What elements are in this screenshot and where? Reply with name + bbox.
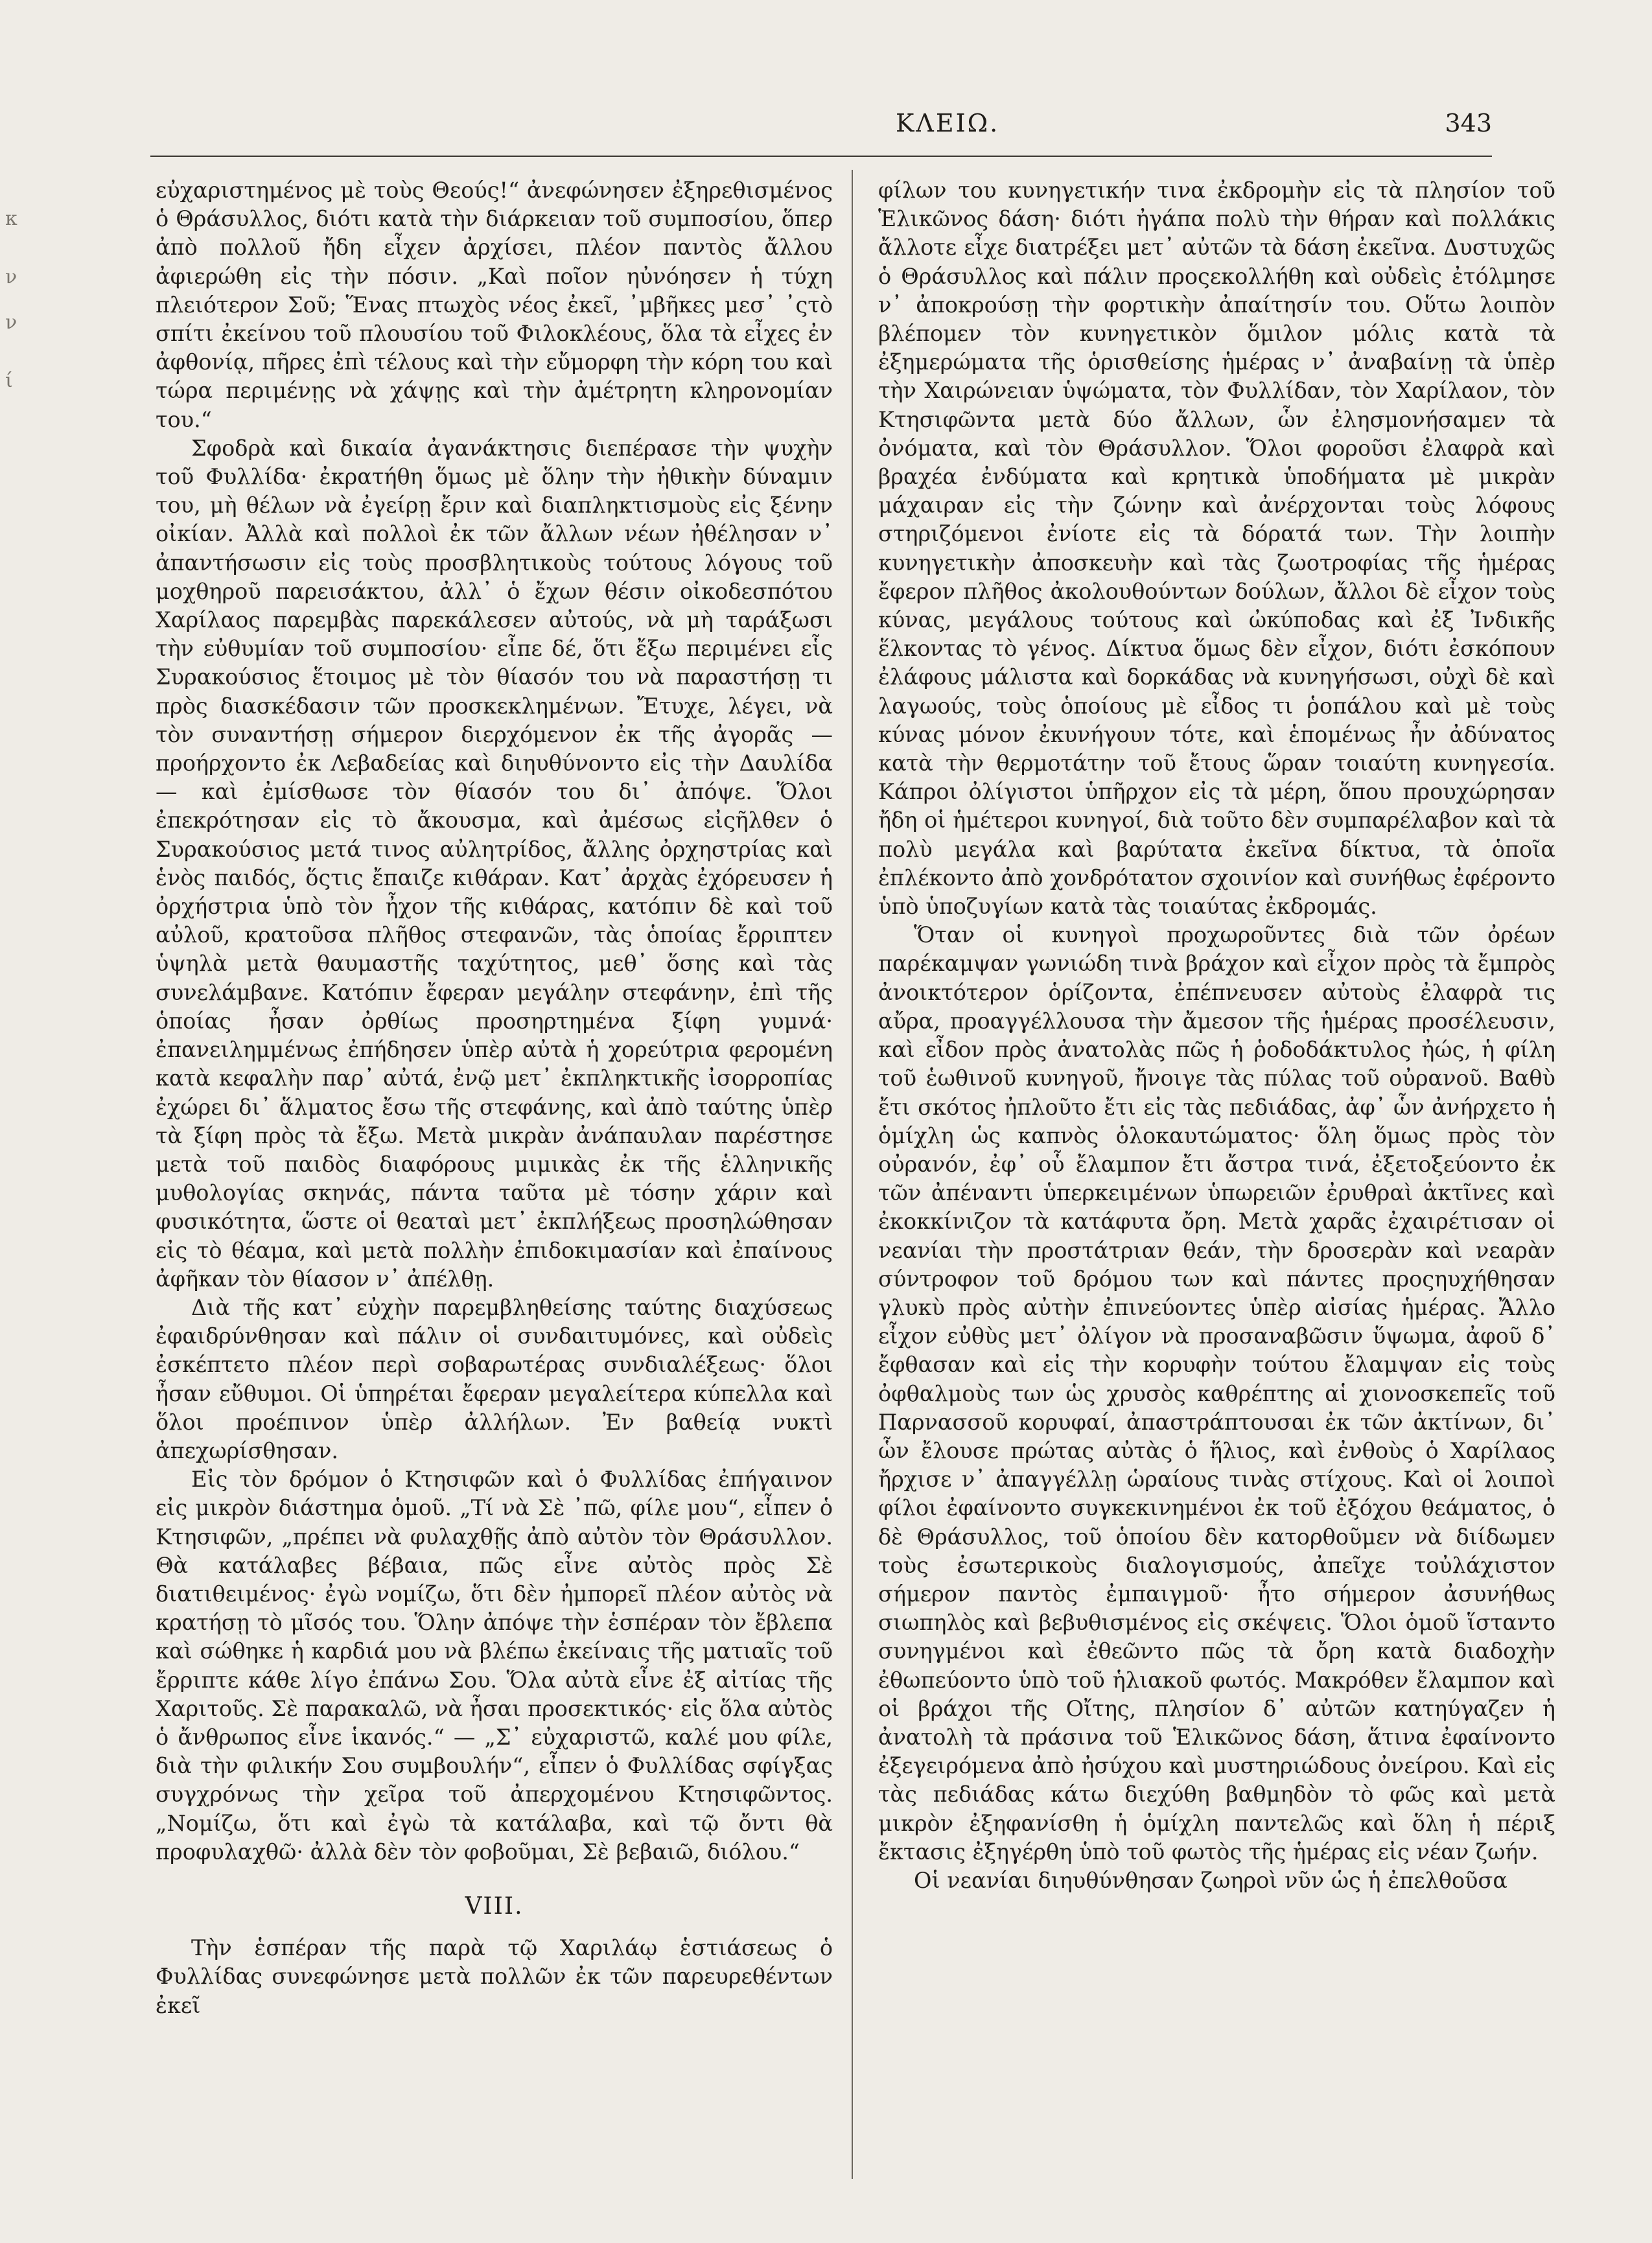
section-heading: VIII. — [465, 1892, 524, 1920]
right-column — [878, 176, 1555, 1895]
gutter-mark: ί — [5, 369, 13, 392]
paragraph: εὐχαριστημένος μὲ τοὺς Θεούς!“ ἀνεφώνησεν ἐξηρεθισμένος ὁ Θράσυλλος, διότι κατὰ τὴν διάρκειαν τοῦ συμποσίου, ὅπερ ἀπὸ πολλοῦ ἤδη εἶχεν ἀρχίσει, πλέον παντὸς ἄλλου ἀφιερώθη εἰς τὴν πόσιν. „Καὶ ποῖον ηὐνόησεν ἡ τύχη πλειότερον Σοῦ; Ἕνας πτωχὸς νέος ἐκεῖ, ᾽μβῆκες μεσ᾽ ᾽ςτὸ σπίτι ἐκείνου τοῦ πλουσίου τοῦ Φιλοκλέους, ὅλα τὰ εἶχες ἐν ἀφθονίᾳ, πῆρες ἐπὶ τέλους καὶ τὴν εὔμορφη τὴν κόρη του καὶ τώρα περιμένῃς νὰ χάψῃς καὶ τὴν ἀμέτρητη κληρονομίαν του.“ — [156, 178, 833, 432]
gutter-mark: κ — [5, 207, 17, 230]
journal-title: ΚΛΕΙΩ. — [896, 109, 1000, 137]
gutter-mark: ν — [5, 266, 17, 288]
paragraph: Σφοδρὰ καὶ δικαία ἀγανάκτησις διεπέρασε τὴν ψυχὴν τοῦ Φυλλίδα· ἐκρατήθη ὅμως μὲ ὅλην τὴν ἠθικὴν δύναμιν του, μὴ θέλων νὰ ἐγείρῃ ἔριν καὶ διαπληκτισμοὺς εἰς ξένην οἰκίαν. Ἀλλὰ καὶ πολλοὶ ἐκ τῶν ἄλλων νέων ἠθέλησαν ν᾽ ἀπαντήσωσιν εἰς τοὺς προσβλητικοὺς τούτους λόγους τοῦ μοχθηροῦ παρεισάκτου, ἀλλ᾽ ὁ ἔχων θέσιν οἰκοδεσπότου Χαρίλαος παρεμβὰς παρεκάλεσεν αὐτούς, νὰ μὴ ταράξωσι τὴν εὐθυμίαν τοῦ συμποσίου· εἶπε δέ, ὅτι ἔξω περιμένει εἷς Συρακούσιος ἕτοιμος μὲ τὸν θίασόν του νὰ παραστήσῃ τι πρὸς διασκέδασιν τῶν προσκεκλημένων. Ἔτυχε, λέγει, νὰ τὸν συναντήσῃ σήμερον διερχόμενον ἐκ τῆς ἀγορᾶς — προήρχοντο ἐκ Λεβαδείας καὶ διηυθύνοντο εἰς τὴν Δαυλίδα — καὶ ἐμίσθωσε τὸν θίασόν του δι᾽ ἀπόψε. Ὅλοι ἐπεκρότησαν εἰς τὸ ἄκουσμα, καὶ ἀμέσως εἰςῆλθεν ὁ Συρακούσιος μετά τινος αὐλητρίδος, ἄλλης ὀρχηστρίας καὶ ἑνὸς παιδός, ὅςτις ἔπαιζε κιθάραν. Κατ᾽ ἀρχὰς ἐχόρευσεν ἡ ὀρχήστρια ὑπὸ τὸν ἦχον τῆς κιθάρας, κατόπιν δὲ καὶ τοῦ αὐλοῦ, κρατοῦσα πλῆθος στεφανῶν, τὰς ὁποίας ἔρριπτεν ὑψηλὰ μετὰ θαυμαστῆς ταχύτητος, μεθ᾽ ὅσης καὶ τὰς συνελάμβανε. Κατόπιν ἔφεραν μεγάλην στεφάνην, ἐπὶ τῆς ὁποίας ἦσαν ὀρθίως προσηρτημένα ξίφη γυμνά· ἐπανειλημμένως ἐπήδησεν ὑπὲρ αὐτὰ ἡ χορεύτρια φερομένη κατὰ κεφαλὴν παρ᾽ αὐτά, ἐνῷ μετ᾽ ἐκπληκτικῆς ἰσορροπίας ἐχώρει δι᾽ ἅλματος ἔσω τῆς στεφάνης, καὶ ἀπὸ ταύτης ὑπὲρ τὰ ξίφη πρὸς τὰ ἔξω. Μετὰ μικρὰν ἀνάπαυλαν παρέστησε μετὰ τοῦ παιδὸς διαφόρους μιμικὰς ἐκ τῆς ἑλληνικῆς μυθολογίας σκηνάς, πάντα ταῦτα μὲ τόσην χάριν καὶ φυσικότητα, ὥστε οἱ θεαταὶ μετ᾽ ἐκπλήξεως προσηλώθησαν εἰς τὸ θέαμα, καὶ μετὰ πολλὴν ἐπιδοκιμασίαν καὶ ἐπαίνους ἀφῆκαν τὸν θίασον ν᾽ ἀπέλθῃ. — [156, 435, 833, 1292]
paragraph: Ὅταν οἱ κυνηγοὶ προχωροῦντες διὰ τῶν ὀρέων παρέκαμψαν γωνιώδη τινὰ βράχον καὶ εἶχον πρὸς τὰ ἔμπρὸς ἀνοικτότερον ὁρίζοντα, ἐπέπνευσεν αὐτοὺς ἐλαφρὰ τις αὔρα, προαγγέλλουσα τὴν ἄμεσον τῆς ἡμέρας προσέλευσιν, καὶ εἶδον πρὸς ἀνατολὰς πῶς ἡ ῥοδοδάκτυλος ἠώς, ἡ φίλη τοῦ ἑωθινοῦ κυνηγοῦ, ἤνοιγε τὰς πύλας τοῦ οὐρανοῦ. Βαθὺ ἔτι σκότος ἠπλοῦτο ἔτι εἰς τὰς πεδιάδας, ἀφ᾽ ὧν ἀνήρχετο ἡ ὁμίχλη ὡς καπνὸς ὁλοκαυτώματος· ὅλη ὅμως πρὸς τὸν οὐρανόν, ἐφ᾽ οὗ ἔλαμπον ἔτι ἄστρα τινά, ἐξετοξεύοντο ἐκ τῶν ἀπέναντι ὑπερκειμένων ὑπωρειῶν ἐρυθραὶ ἀκτῖνες καὶ ἐκοκκίνιζον τὰ κατάφυτα ὄρη. Μετὰ χαρᾶς ἐχαιρέτισαν οἱ νεανίαι τὴν προστάτριαν θεάν, τὴν δροσερὰν καὶ νεαρὰν σύντροφον τοῦ δρόμου των καὶ πάντες προςηυχήθησαν γλυκὺ πρὸς αὐτὴν ἐπινεύοντες ὑπὲρ αἰσίας ἡμέρας. Ἄλλο εἶχον εὐθὺς μετ᾽ ὀλίγον νὰ προσαναβῶσιν ὕψωμα, ἀφοῦ δ᾽ ἔφθασαν καὶ εἰς τὴν κορυφὴν τούτου ἔλαμψαν εἰς τοὺς ὀφθαλμοὺς των ὡς χρυσὸς καθρέπτης αἱ χιονοσκεπεῖς τοῦ Παρνασσοῦ κορυφαί, ἀπαστράπτουσαι ἐκ τῶν ἀκτίνων, δι᾽ ὧν ἔλουσε πρώτας αὐτὰς ὁ ἥλιος, καὶ ἐνθοὺς ὁ Χαρίλαος ἤρχισε ν᾽ ἀπαγγέλλῃ ὡραίους τινὰς στίχους. Καὶ οἱ λοιποὶ φίλοι ἐφαίνοντο συγκεκινημένοι ἐκ τοῦ ἐξόχου θεάματος, ὁ δὲ Θράσυλλος, τοῦ ὁποίου δὲν κατορθοῦμεν νὰ διίδωμεν τοὺς ἐσωτερικοὺς διαλογισμούς, ἀπεῖχε τοὐλάχιστον σήμερον παντὸς ἐμπαιγμοῦ· ἦτο σήμερον ἀσυνήθως σιωπηλὸς καὶ βεβυθισμένος εἰς σκέψεις. Ὅλοι ὁμοῦ ἵσταντο συνηγμένοι καὶ ἐθεῶντο πῶς τὰ ὄρη κατὰ διαδοχὴν ἐθωπεύοντο ὑπὸ τοῦ ἡλιακοῦ φωτός. Μακρόθεν ἔλαμπον καὶ οἱ βράχοι τῆς Οἴτης, πλησίον δ᾽ αὐτῶν κατηύγαζεν ἡ ἀνατολὴ τὰ πράσινα τοῦ Ἑλικῶνος δάση, ἅτινα ἐφαίνοντο ἐξεγειρόμενα ἀπὸ ἠσύχου καὶ μυστηριώδους ὀνείρου. Καὶ εἰς τὰς πεδιάδας κάτω διεχύθη βαθμηδὸν τὸ φῶς καὶ μετὰ μικρὸν ἐξηφανίσθη ἡ ὁμίχλη παντελῶς καὶ ὅλη ἡ πέριξ ἔκτασις ἐξηγέρθη ὑπὸ τοῦ φωτὸς τῆς ἡμέρας εἰς νέαν ζωήν. — [878, 922, 1555, 1865]
paragraph: Οἱ νεανίαι διηυθύνθησαν ζωηροὶ νῦν ὡς ἡ ἐπελθοῦσα — [914, 1867, 1508, 1893]
running-head — [150, 109, 1492, 148]
left-column — [156, 176, 833, 2020]
header-rule — [150, 156, 1492, 157]
paragraph: Διὰ τῆς κατ᾽ εὐχὴν παρεμβληθείσης ταύτης διαχύσεως ἐφαιδρύνθησαν καὶ πάλιν οἱ συνδαιτυμόνες, καὶ οὐδεὶς ἐσκέπτετο πλέον περὶ σοβαρωτέρας συνδιαλέξεως· ὅλοι ἦσαν εὔθυμοι. Οἱ ὑπηρέται ἔφεραν μεγαλείτερα κύπελλα καὶ ὅλοι προέπινον ὑπὲρ ἀλλήλων. Ἐν βαθείᾳ νυκτὶ ἀπεχωρίσθησαν. — [156, 1294, 833, 1463]
column-divider — [852, 170, 853, 2179]
page-number: 343 — [1445, 109, 1492, 137]
paragraph: Τὴν ἑσπέραν τῆς παρὰ τῷ Χαριλάῳ ἑστιάσεως ὁ Φυλλίδας συνεφώνησε μετὰ πολλῶν ἐκ τῶν παρευρεθέντων ἐκεῖ — [156, 1935, 833, 2018]
gutter-mark: ν — [5, 311, 17, 334]
paragraph: Εἰς τὸν δρόμον ὁ Κτησιφῶν καὶ ὁ Φυλλίδας ἐπήγαινον εἰς μικρὸν διάστημα ὁμοῦ. „Τί νὰ Σὲ ᾽πῶ, φίλε μου“, εἶπεν ὁ Κτησιφῶν, „πρέπει νὰ φυλαχθῇς ἀπὸ αὐτὸν τὸν Θράσυλλον. Θὰ κατάλαβες βέβαια, πῶς εἶνε αὐτὸς πρὸς Σὲ διατιθειμένος· ἐγὼ νομίζω, ὅτι δὲν ἠμπορεῖ πλέον αὐτὸς νὰ κρατήσῃ τὸ μῖσός του. Ὅλην ἀπόψε τὴν ἑσπέραν τὸν ἔβλεπα καὶ σώθηκε ἡ καρδιά μου νὰ βλέπω ἐκείναις τῆς ματιαῖς τοῦ ἔρριπτε κάθε λίγο ἐπάνω Σου. Ὅλα αὐτὰ εἶνε ἐξ αἰτίας τῆς Χαριτοῦς. Σὲ παρακαλῶ, νὰ ἦσαι προσεκτικός· εἰς ὅλα αὐτὸς ὁ ἄνθρωπος εἶνε ἱκανός.“ — „Σ᾽ εὐχαριστῶ, καλέ μου φίλε, διὰ τὴν φιλικήν Σου συμβουλήν“, εἶπεν ὁ Φυλλίδας σφίγξας συγχρόνως τὴν χεῖρα τοῦ ἀπερχομένου Κτησιφῶντος. „Νομίζω, ὅτι καὶ ἐγὼ τὰ κατάλαβα, καὶ τῷ ὄντι θὰ προφυλαχθῶ· ἀλλὰ δὲν τὸν φοβοῦμαι, Σὲ βεβαιῶ, διόλου.“ — [156, 1467, 833, 1865]
paragraph: φίλων του κυνηγετικήν τινα ἐκδρομὴν εἰς τὰ πλησίον τοῦ Ἑλικῶνος δάση· διότι ἠγάπα πολὺ τὴν θήραν καὶ πολλάκις ἄλλοτε εἶχε διατρέξει μετ᾽ αὐτῶν τὰ δάση ἐκεῖνα. Δυστυχῶς ὁ Θράσυλλος καὶ πάλιν προςεκολλήθη καὶ οὐδεὶς ἐτόλμησε ν᾽ ἀποκρούσῃ τὴν φορτικὴν ἀπαίτησίν του. Οὕτω λοιπὸν βλέπομεν τὸν κυνηγετικὸν ὅμιλον μόλις κατὰ τὰ ἐξημερώματα τῆς ὁρισθείσης ἡμέρας ν᾽ ἀναβαίνῃ τὰ ὑπὲρ τὴν Χαιρώνειαν ὑψώματα, τὸν Φυλλίδαν, τὸν Χαρίλαον, τὸν Κτησιφῶντα μετὰ δύο ἄλλων, ὧν ἐλησμονήσαμεν τὰ ὀνόματα, καὶ τὸν Θράσυλλον. Ὅλοι φοροῦσι ἐλαφρὰ καὶ βραχέα ἐνδύματα καὶ κρητικὰ ὑποδήματα μὲ μικρὰν μάχαιραν εἰς τὴν ζώνην καὶ ἀνέρχονται τοὺς λόφους στηριζόμενοι ἐνίοτε εἰς τὰ δόρατά των. Τὴν λοιπὴν κυνηγετικὴν ἀποσκευὴν καὶ τὰς ζωοτροφίας τῆς ἡμέρας ἔφερον πλῆθος ἀκολουθούντων δούλων, ἄλλοι δὲ εἶχον τοὺς κύνας, μεγάλους τούτους καὶ ὠκύποδας καὶ ἐξ Ἰνδικῆς ἕλκοντας τὸ γένος. Δίκτυα ὅμως δὲν εἶχον, διότι ἐσκόπουν ἐλάφους μάλιστα καὶ δορκάδας νὰ κυνηγήσωσι, οὐχὶ δὲ καὶ λαγωούς, τοὺς ὁποίους μὲ εἶδος τι ῥοπάλου καὶ μὲ τοὺς κύνας μόνον ἐκυνήγουν τότε, καὶ ἑπομένως ἦν ἀδύνατος κατὰ τὴν θερμοτάτην τοῦ ἔτους ὥραν τοιαύτη κυνηγεσία. Κάπροι ὀλίγιστοι ὑπῆρχον εἰς τὰ μέρη, ὅπου προυχώρησαν ἤδη οἱ ἡμέτεροι κυνηγοί, διὰ τοῦτο δὲν συμπαρέλαβον καὶ τὰ πολὺ μεγάλα καὶ βαρύτατα ἐκεῖνα δίκτυα, τὰ ὁποῖα ἐπλέκοντο ἀπὸ χονδρότατον σχοινίον καὶ συνήθως ἐφέροντο ὑπὸ ὑποζυγίων κατὰ τὰς τοιαύτας ἐκδρομάς. — [878, 178, 1555, 920]
